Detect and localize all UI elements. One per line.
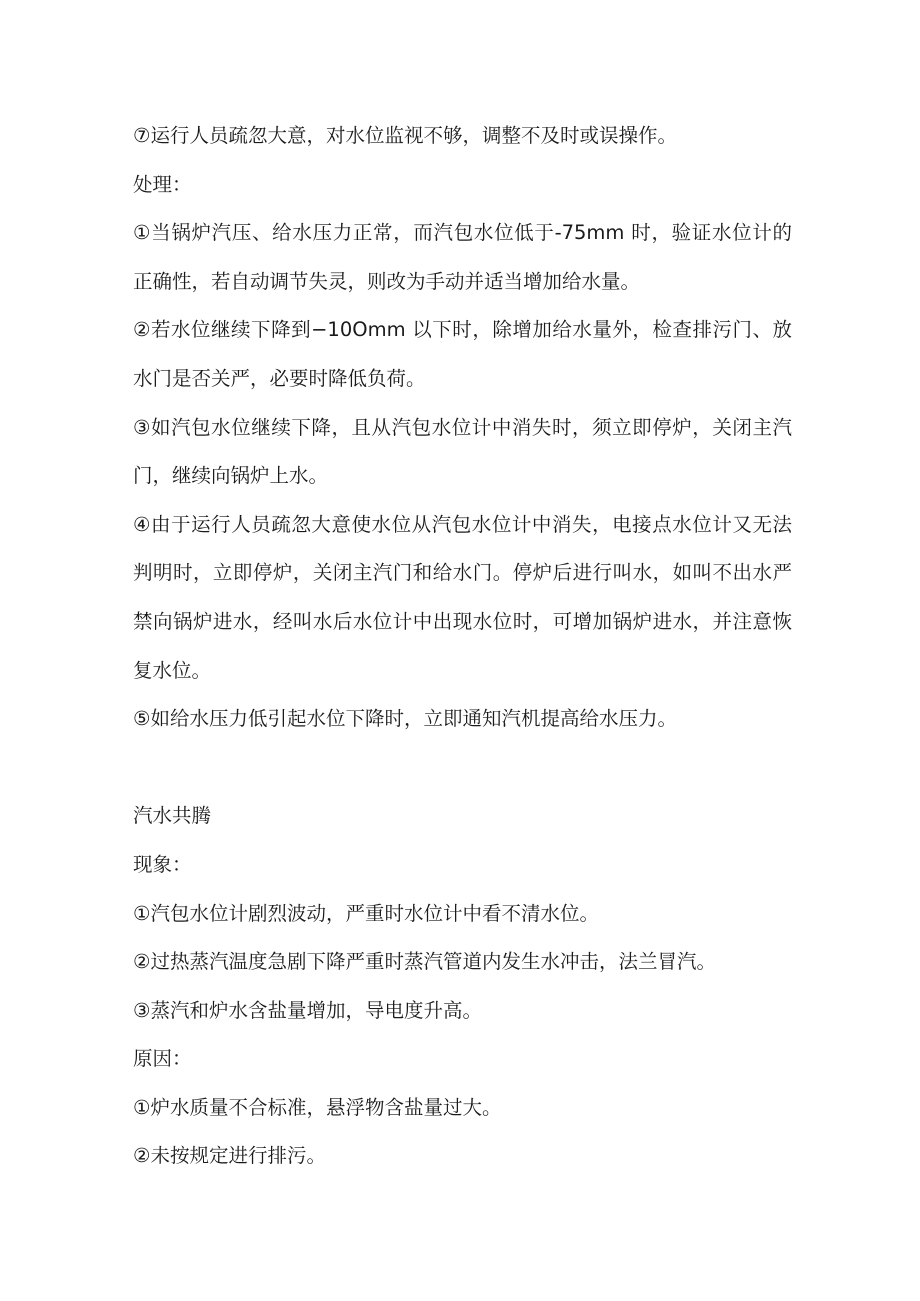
section-title: 汽水共腾 [133, 804, 212, 828]
handling-heading: 处理： [133, 172, 192, 196]
handling-item-4-line-4: 复水位。 [133, 658, 212, 682]
handling-item-5: ⑤如给水压力低引起水位下降时，立即通知汽机提高给水压力。 [133, 707, 677, 731]
handling-item-3-line-1: ③如汽包水位继续下降，且从汽包水位计中消失时，须立即停炉，关闭主汽 [133, 415, 792, 439]
handling-item-1-line-1: ①当锅炉汽压、给水压力正常，而汽包水位低于-75mm 时，验证水位计的 [133, 221, 792, 245]
cause-item-7: ⑦运行人员疏忽大意，对水位监视不够，调整不及时或误操作。 [133, 124, 677, 147]
phenomena-item-2: ②过热蒸汽温度急剧下降严重时蒸汽管道内发生水冲击，法兰冒汽。 [133, 950, 716, 974]
handling-item-3-line-2: 门，继续向锅炉上水。 [133, 464, 329, 488]
handling-item-4-line-3: 禁向锅炉进水，经叫水后水位计中出现水位时，可增加锅炉进水，并注意恢 [133, 609, 792, 633]
handling-item-4-line-2: 判明时，立即停炉，关闭主汽门和给水门。停炉后进行叫水，如叫不出水严 [133, 561, 792, 585]
handling-item-4-line-1: ④由于运行人员疏忽大意使水位从汽包水位计中消失，电接点水位计又无法 [133, 512, 792, 536]
phenomena-item-1: ①汽包水位计剧烈波动，严重时水位计中看不清水位。 [133, 901, 599, 925]
phenomena-heading: 现象： [133, 852, 192, 876]
handling-item-2-line-1: ②若水位继续下降到−10Omm 以下时，除增加给水量外，检查排污门、放 [133, 318, 792, 342]
handling-item-1-line-2: 正确性，若自动调节失灵，则改为手动并适当增加给水量。 [133, 269, 641, 293]
phenomena-item-3: ③蒸汽和炉水含盐量增加，导电度升高。 [133, 998, 482, 1022]
causes-item-1: ①炉水质量不合标准，悬浮物含盐量过大。 [133, 1095, 502, 1119]
causes-heading: 原因： [133, 1047, 192, 1071]
causes-item-2: ②未按规定进行排污。 [133, 1144, 326, 1168]
handling-item-2-line-2: 水门是否关严，必要时降低负荷。 [133, 366, 426, 390]
section-spacer [133, 744, 792, 793]
